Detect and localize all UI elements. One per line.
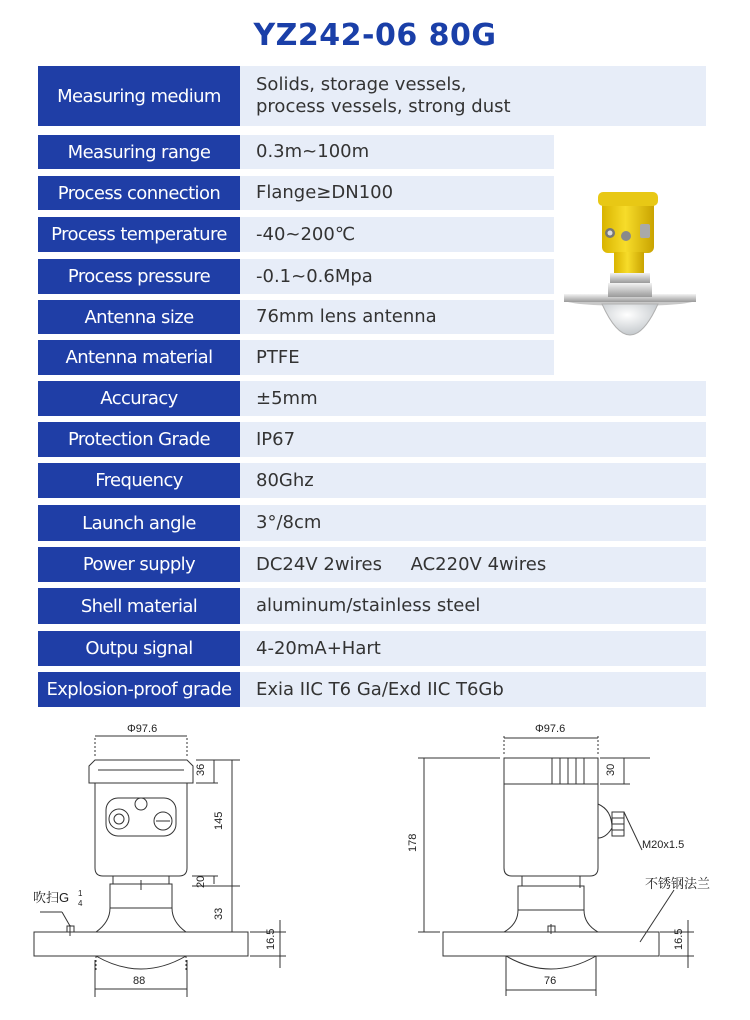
- spec-row-frequency: [38, 463, 706, 498]
- spec-value-line: Solids, storage vessels,: [256, 74, 467, 95]
- side-view-drawing: [418, 736, 694, 996]
- spec-value: IP67: [240, 422, 706, 457]
- spec-label: Shell material: [38, 588, 240, 624]
- spec-row-output-signal: [38, 631, 706, 666]
- side-view-labels: [407, 723, 710, 987]
- dim-diameter-top: Φ97.6: [127, 723, 158, 735]
- spec-value: [240, 66, 706, 126]
- spec-label: Explosion-proof grade: [38, 672, 240, 707]
- spec-value: Exia IIC T6 Ga/Exd IIC T6Gb: [240, 672, 706, 707]
- dim-88: 88: [133, 975, 146, 987]
- spec-row-explosion-proof-grade: [38, 672, 706, 707]
- spec-value: 3°/8cm: [240, 505, 706, 541]
- spec-value: 80Ghz: [240, 463, 706, 498]
- spec-label: Measuring medium: [38, 66, 240, 126]
- spec-label: Outpu signal: [38, 631, 240, 666]
- dim-36: 36: [195, 763, 207, 776]
- spec-label: Process connection: [38, 176, 240, 210]
- dim-16-5-side: 16.5: [673, 928, 685, 950]
- spec-row-measuring-medium: [38, 66, 706, 126]
- purge-port-fraction-den: 4: [78, 899, 83, 908]
- product-photo: [556, 136, 706, 370]
- spec-value-line: process vessels, strong dust: [256, 96, 511, 117]
- front-view-labels: [33, 723, 277, 987]
- dim-178: 178: [407, 833, 419, 852]
- radar-gauge-illustration: [556, 136, 706, 370]
- spec-value: -40~200℃: [240, 217, 554, 252]
- spec-label: Protection Grade: [38, 422, 240, 457]
- spec-value: 4-20mA+Hart: [240, 631, 706, 666]
- dim-33: 33: [213, 907, 225, 920]
- spec-row-power-supply: [38, 547, 706, 582]
- spec-value: PTFE: [240, 340, 554, 375]
- spec-value: [240, 547, 706, 582]
- spec-value: ±5mm: [240, 381, 706, 416]
- spec-value: Flange≥DN100: [240, 176, 554, 210]
- spec-value: 76mm lens antenna: [240, 300, 554, 334]
- purge-port-label: 吹扫G: [33, 890, 70, 905]
- front-view-drawing: [34, 736, 286, 997]
- spec-label: Frequency: [38, 463, 240, 498]
- spec-label: Launch angle: [38, 505, 240, 541]
- spec-value: -0.1~0.6Mpa: [240, 259, 554, 294]
- spec-label: Measuring range: [38, 135, 240, 169]
- spec-label: Power supply: [38, 547, 240, 582]
- flange-label: 不锈钢法兰: [645, 876, 711, 891]
- spec-value: aluminum/stainless steel: [240, 588, 706, 624]
- spec-row-launch-angle: [38, 505, 706, 541]
- dim-76: 76: [544, 975, 557, 987]
- dim-30: 30: [605, 763, 617, 776]
- dim-145: 145: [213, 811, 225, 830]
- spec-row-shell-material: [38, 588, 706, 624]
- dim-diameter-top-side: Φ97.6: [535, 723, 566, 735]
- dim-20: 20: [195, 875, 207, 888]
- spec-value-line: DC24V 2wires AC220V 4wires: [256, 553, 547, 575]
- dim-16-5: 16.5: [265, 928, 277, 950]
- dimension-drawings: [0, 710, 750, 1020]
- purge-port-fraction-num: 1: [78, 889, 83, 898]
- spec-label: Process temperature: [38, 217, 240, 252]
- spec-label: Process pressure: [38, 259, 240, 294]
- page-title: YZ242-06 80G: [253, 18, 497, 53]
- spec-label: Accuracy: [38, 381, 240, 416]
- thread-label: M20x1.5: [642, 839, 685, 851]
- spec-label: Antenna material: [38, 340, 240, 375]
- spec-label: Antenna size: [38, 300, 240, 334]
- spec-value: 0.3m~100m: [240, 135, 554, 169]
- spec-row-accuracy: [38, 381, 706, 416]
- spec-row-protection-grade: [38, 422, 706, 457]
